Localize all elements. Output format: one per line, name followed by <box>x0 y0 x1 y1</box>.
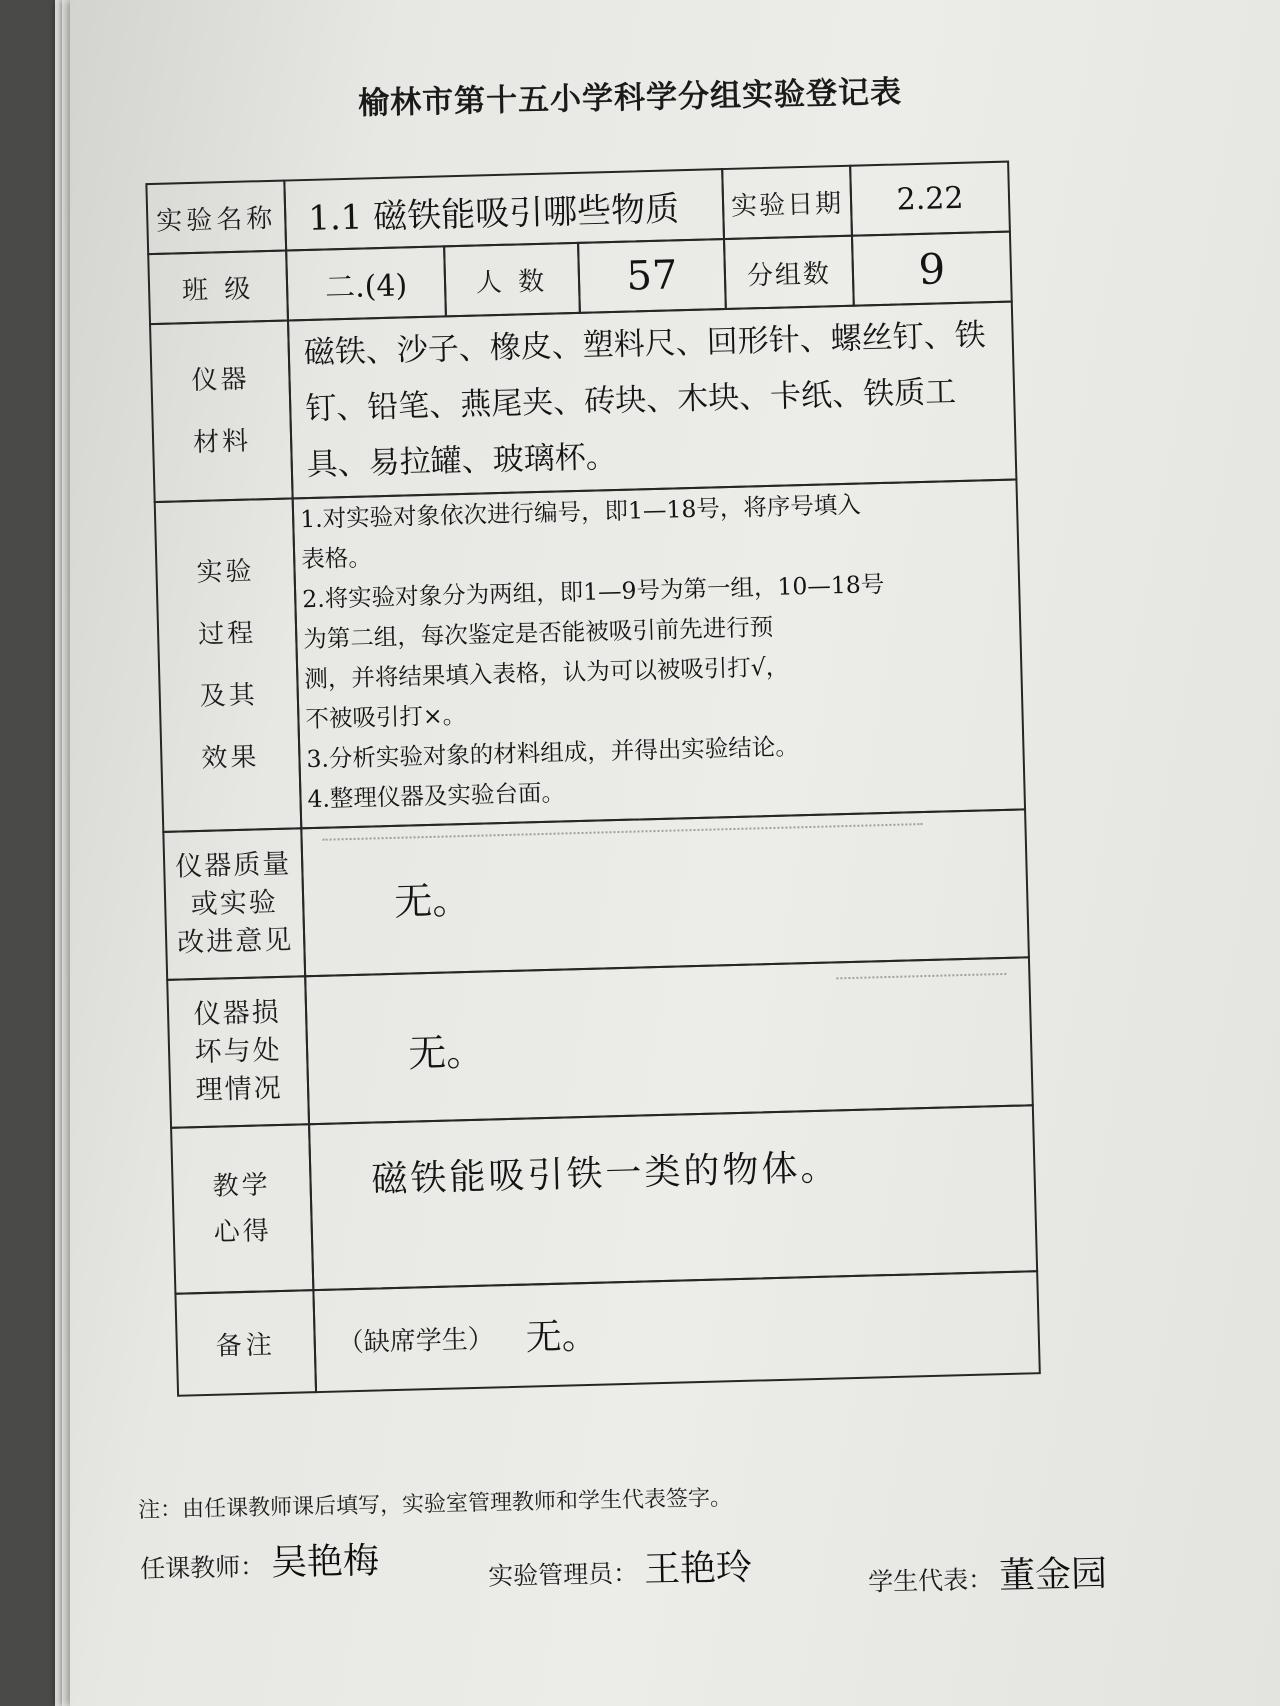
teaching-label-line-1: 教学 <box>212 1170 272 1202</box>
process-step-line: 4.整理仪器及实验台面。 <box>307 778 566 814</box>
teacher-signature <box>139 1533 379 1589</box>
process-step-line: 为第二组，每次鉴定是否能被吸引前先进行预 <box>302 612 774 654</box>
admin-label: 实验管理员： <box>487 1558 639 1591</box>
class-label: 班 级 <box>147 249 289 325</box>
process-label-line-4: 效果 <box>201 742 260 774</box>
damage-label <box>166 975 310 1129</box>
remark-cell <box>312 1270 1040 1393</box>
experiment-name-value: 1.1 磁铁能吸引哪些物质 <box>283 168 725 251</box>
materials-label-line-1: 仪器 <box>191 364 250 397</box>
quality-value: 无。 <box>393 877 471 924</box>
teaching-cell <box>308 1104 1038 1291</box>
process-step-line: 3.分析实验对象的材料组成，并得出实验结论。 <box>306 732 800 774</box>
damage-label-line-1: 仪器损 <box>193 996 282 1031</box>
remark-prefix: （缺席学生） <box>337 1324 495 1359</box>
process-step-line: 测，并将结果填入表格，认为可以被吸引打√， <box>304 652 790 694</box>
student-signature <box>867 1546 1107 1602</box>
process-cell <box>292 478 1026 829</box>
damage-cell <box>304 956 1034 1125</box>
process-label-line-1: 实验 <box>196 556 255 588</box>
materials-label <box>149 319 294 503</box>
process-label-line-2: 过程 <box>197 618 257 650</box>
people-count-value: 57 <box>577 238 727 314</box>
teacher-name: 吴艳梅 <box>270 1540 380 1584</box>
experiment-date-label: 实验日期 <box>721 165 853 240</box>
remark-value: 无。 <box>525 1315 599 1359</box>
student-label: 学生代表： <box>867 1564 994 1597</box>
damage-label-line-3: 理情况 <box>195 1072 283 1107</box>
process-label <box>154 497 303 833</box>
process-step-line: 表格。 <box>300 543 373 574</box>
quality-label-line-2: 或实验 <box>190 886 279 921</box>
people-count-label: 人 数 <box>443 242 581 318</box>
footnote: 注：由任课教师课后填写，实验室管理教师和学生代表签字。 <box>137 1485 733 1524</box>
admin-name: 王艳玲 <box>643 1547 753 1591</box>
remark-label: 备注 <box>174 1289 317 1397</box>
experiment-name-label: 实验名称 <box>145 180 287 256</box>
process-steps <box>300 480 1026 819</box>
experiment-date-value: 2.22 <box>849 161 1011 237</box>
materials-cell <box>287 301 1017 500</box>
class-value: 二.(4) <box>285 245 447 321</box>
quality-label <box>162 827 306 981</box>
document-title: 榆林市第十五小学科学分组实验登记表 <box>357 74 903 122</box>
group-count-label: 分组数 <box>723 235 855 310</box>
process-label-line-3: 及其 <box>199 680 259 712</box>
quality-cell <box>300 808 1030 977</box>
group-count-value: 9 <box>851 231 1013 307</box>
quality-label-line-3: 改进意见 <box>176 924 294 959</box>
process-step-line: 不被吸引打×。 <box>305 700 467 734</box>
process-step-line: 2.将实验对象分为两组，即1—9号为第一组，10—18号 <box>301 569 885 614</box>
materials-label-line-2: 材料 <box>192 426 252 459</box>
teaching-label <box>170 1123 314 1295</box>
admin-signature <box>487 1539 752 1596</box>
registration-form <box>115 126 1200 1498</box>
materials-value: 磁铁、沙子、橡皮、塑料尺、回形针、螺丝钉、铁钉、铅笔、燕尾夹、砖块、木块、卡纸、铁质工具、易拉罐、玻璃杯。 <box>303 317 987 484</box>
quality-label-line-1: 仪器质量 <box>174 848 292 883</box>
process-step-line: 1.对实验对象依次进行编号，即1—18号，将序号填入 <box>299 490 862 534</box>
teaching-value: 磁铁能吸引铁一类的物体。 <box>370 1147 840 1201</box>
teaching-label-line-2: 心得 <box>213 1216 273 1248</box>
teacher-label: 任课教师： <box>139 1551 266 1584</box>
damage-value: 无。 <box>407 1029 485 1076</box>
student-name: 董金园 <box>998 1553 1108 1597</box>
damage-label-line-2: 坏与处 <box>194 1034 283 1069</box>
